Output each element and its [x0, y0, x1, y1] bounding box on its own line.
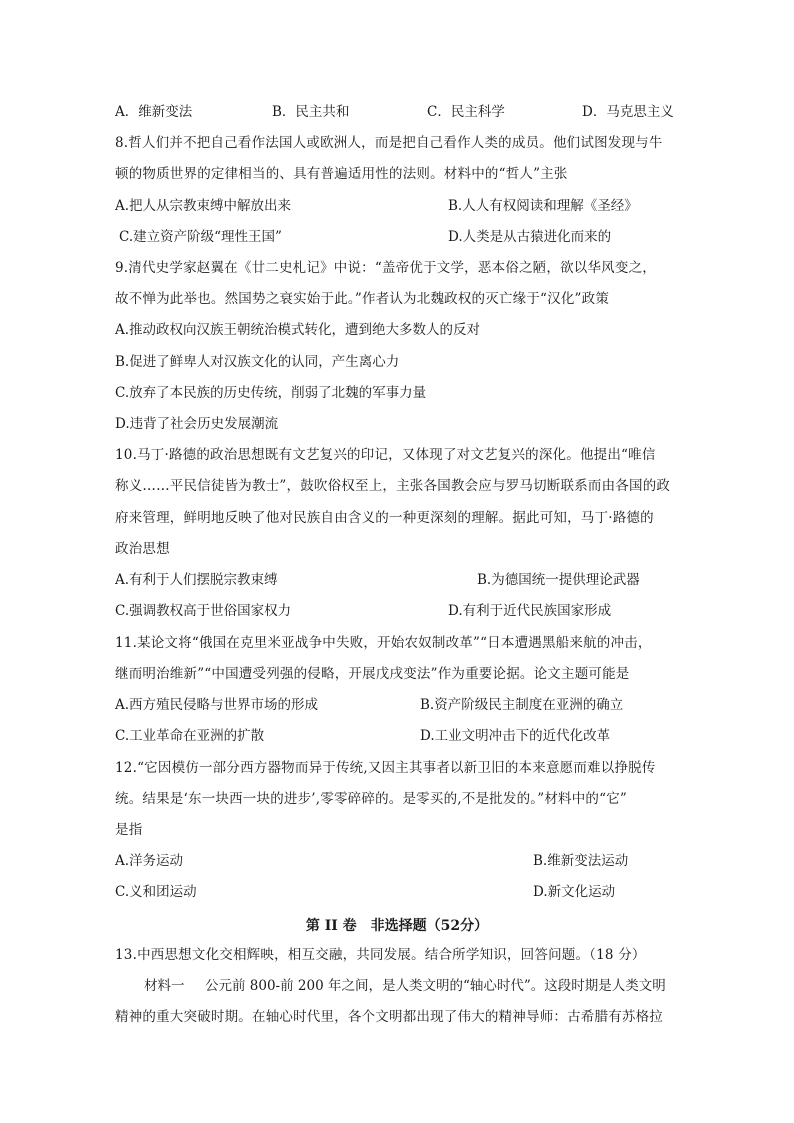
q10-option-b: B.为德国统一提供理论武器	[477, 572, 640, 588]
q10-option-d: D.有利于近代民族国家形成	[448, 603, 612, 619]
q10-stem-line: 府来管理，鲜明地反映了他对民族自由含义的一种更深刻的理解。据此可知，马丁·路德的	[115, 510, 654, 526]
section-heading: 第 II 卷 非选择题（52分）	[305, 918, 489, 934]
q12-stem-line: 是指	[115, 822, 143, 838]
q9-option-c: C.放弃了本民族的历史传统，削弱了北魏的军事力量	[115, 385, 427, 401]
q12-stem-line: 统。结果是‘东一块西一块的进步’,零零碎碎的。是零买的,不是批发的。”材料中的“它”	[115, 791, 628, 807]
q12-stem-line: 12.“它因模仿一部分西方器物而异于传统,又因主其事者以新卫旧的本来意愿而难以挣脱传	[115, 760, 656, 776]
q12-option-a: A.洋务运动	[115, 853, 184, 869]
q11-option-a: A.西方殖民侵略与世界市场的形成	[115, 697, 319, 713]
q12-option-d: D.新文化运动	[533, 884, 616, 900]
q7-option-c: C．民主科学	[427, 104, 505, 120]
q12-option-c: C.义和团运动	[115, 884, 197, 900]
q9-option-d: D.违背了社会历史发展潮流	[115, 416, 279, 432]
q13-material-line: 公元前 800-前 200 年之间，是人类文明的“轴心时代”。这段时期是人类文明	[205, 978, 666, 994]
q13-material-line: 精神的重大突破时期。在轴心时代里，各个文明都出现了伟大的精神导师：古希腊有苏格拉	[115, 1009, 663, 1025]
q7-option-d: D．马克思主义	[582, 104, 674, 120]
q8-option-a: A.把人从宗教束缚中解放出来	[115, 198, 292, 214]
q8-option-c: C.建立资产阶级“理性王国”	[119, 229, 282, 245]
q8-option-b: B.人人有权阅读和理解《圣经》	[448, 198, 638, 214]
q9-option-b: B.促进了鲜卑人对汉族文化的认同，产生离心力	[115, 354, 400, 370]
q9-stem-line: 故不惮为此举也。然国势之衰实始于此。”作者认为北魏政权的灭亡缘于“汉化”政策	[115, 291, 610, 307]
q11-option-c: C.工业革命在亚洲的扩散	[115, 728, 265, 744]
q11-option-b: B.资产阶级民主制度在亚洲的确立	[420, 697, 624, 713]
q12-option-b: B.维新变法运动	[533, 853, 629, 869]
q9-stem-line: 9.清代史学家赵翼在《廿二史札记》中说：“盖帝优于文学，恶本俗之陋，欲以华风变之，	[115, 260, 656, 276]
q7-option-b: B．民主共和	[272, 104, 350, 120]
q11-stem-line: 11.某论文将“俄国在克里米亚战争中失败，开始农奴制改革”“日本遭遇黑船来航的冲击，	[115, 635, 652, 651]
q11-option-d: D.工业文明冲击下的近代化改革	[420, 728, 611, 744]
q10-option-c: C.强调教权高于世俗国家权力	[115, 603, 292, 619]
q13-stem: 13.中西思想文化交相辉映，相互交融，共同发展。结合所学知识，回答问题。（18 分）	[115, 947, 646, 963]
q10-stem-line: 称义……平民信徒皆为教士”，鼓吹俗权至上，主张各国教会应与罗马切断联系而由各国的政	[115, 478, 671, 494]
q10-stem-line: 政治思想	[115, 541, 170, 557]
q13-material-label: 材料一	[144, 978, 185, 994]
q8-stem-line: 顿的物质世界的定律相当的、具有普遍适用性的法则。材料中的“哲人”主张	[115, 166, 568, 182]
q8-stem-line: 8.哲人们并不把自己看作法国人或欧洲人，而是把自己看作人类的成员。他们试图发现与牛	[115, 135, 663, 151]
q9-option-a: A.推动政权向汉族王朝统治模式转化，遭到绝大多数人的反对	[115, 322, 481, 338]
q10-stem-line: 10.马丁·路德的政治思想既有文艺复兴的印记，又体现了对文艺复兴的深化。他提出“唯信	[115, 447, 656, 463]
q7-option-a: A．维新变法	[115, 104, 193, 120]
q11-stem-line: 继而明治维新”“中国遭受列强的侵略，开展戊戌变法”作为重要论据。论文主题可能是	[115, 666, 630, 682]
q10-option-a: A.有利于人们摆脱宗教束缚	[115, 572, 278, 588]
q8-option-d: D.人类是从古猿进化而来的	[448, 229, 612, 245]
